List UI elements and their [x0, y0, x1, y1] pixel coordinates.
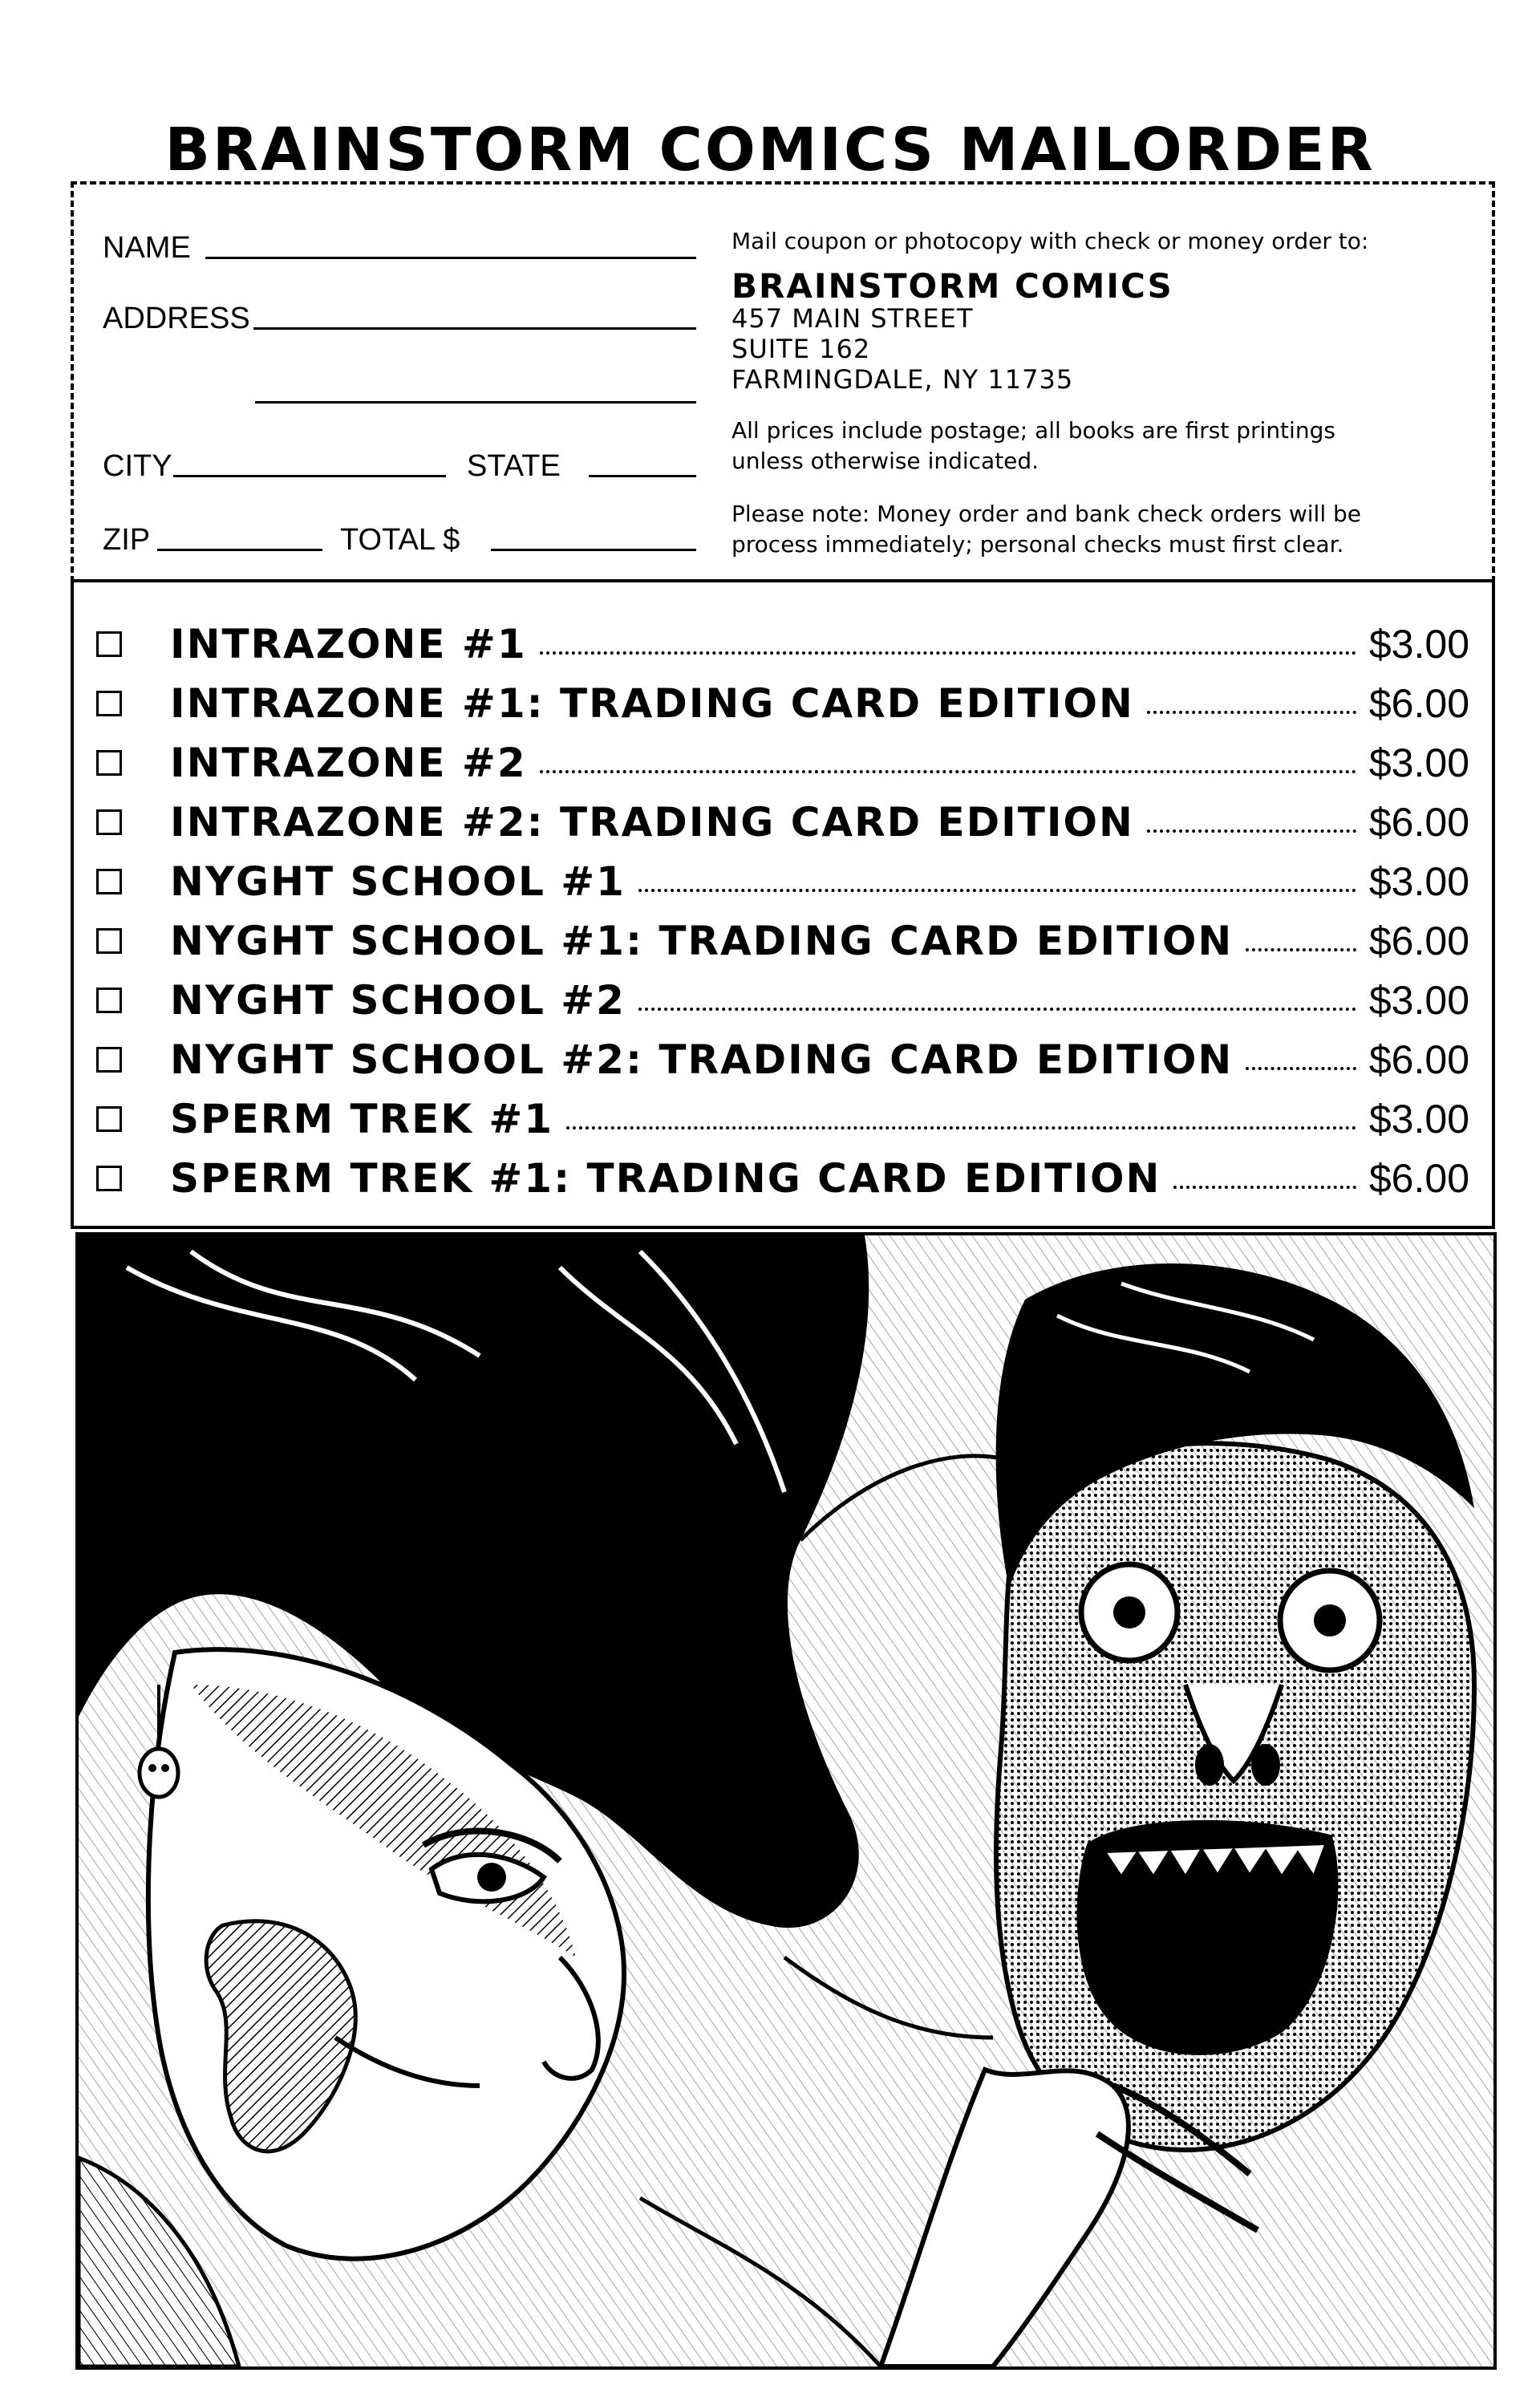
dot-leader	[566, 1126, 1356, 1130]
zip-label: ZIP	[103, 523, 151, 557]
address-street: 457 MAIN STREET	[732, 303, 974, 334]
order-item-title: INTRAZONE #2	[170, 740, 527, 786]
payment-note-line-2: process immediately; personal checks must first clear.	[732, 531, 1344, 558]
dot-leader	[1246, 1067, 1356, 1070]
order-item-title: NYGHT SCHOOL #1	[170, 858, 626, 905]
order-item-title: INTRAZONE #1: TRADING CARD EDITION	[170, 680, 1134, 727]
order-checkbox[interactable]	[96, 750, 122, 776]
dot-leader	[638, 889, 1356, 892]
dot-leader	[638, 1008, 1356, 1011]
order-item-price: $3.00	[1368, 859, 1469, 904]
order-item[interactable]	[96, 616, 1469, 672]
address-field-line-2[interactable]	[255, 401, 696, 404]
order-checkbox[interactable]	[96, 988, 122, 1013]
name-label: NAME	[103, 231, 191, 265]
address-label: ADDRESS	[103, 302, 250, 335]
total-label: TOTAL $	[340, 523, 460, 557]
order-checkbox[interactable]	[96, 631, 122, 657]
name-field[interactable]	[205, 257, 696, 259]
order-item[interactable]	[96, 735, 1469, 791]
city-label: CITY	[103, 449, 172, 483]
order-item-price: $6.00	[1368, 1037, 1469, 1082]
order-checkbox[interactable]	[96, 1047, 122, 1073]
prices-note-line-1: All prices include postage; all books are first printings	[732, 417, 1335, 444]
order-checkbox[interactable]	[96, 809, 122, 835]
address-suite: SUITE 162	[732, 334, 871, 364]
order-item-title: NYGHT SCHOOL #2	[170, 977, 626, 1024]
order-item[interactable]	[96, 854, 1469, 910]
order-checkbox[interactable]	[96, 691, 122, 716]
order-item-price: $3.00	[1368, 740, 1469, 785]
dot-leader	[540, 770, 1356, 773]
page-title: BRAINSTORM COMICS MAILORDER	[164, 116, 1376, 185]
order-item[interactable]	[96, 675, 1469, 732]
order-item[interactable]	[96, 794, 1469, 850]
dot-leader	[1147, 829, 1356, 833]
dot-leader	[1147, 711, 1356, 714]
order-item-price: $6.00	[1368, 800, 1469, 845]
prices-note-line-2: unless otherwise indicated.	[732, 448, 1040, 474]
order-item-price: $3.00	[1368, 1097, 1469, 1142]
order-item-title: INTRAZONE #1	[170, 621, 527, 667]
order-item-price: $6.00	[1368, 919, 1469, 963]
order-item-price: $6.00	[1368, 1156, 1469, 1201]
order-item[interactable]	[96, 1032, 1469, 1088]
order-checkbox[interactable]	[96, 1166, 122, 1191]
comic-artwork	[75, 1232, 1497, 2370]
order-item[interactable]	[96, 972, 1469, 1028]
dot-leader	[1173, 1186, 1356, 1189]
state-label: STATE	[467, 449, 561, 483]
order-item-title: SPERM TREK #1	[170, 1096, 554, 1142]
order-item-price: $3.00	[1368, 978, 1469, 1023]
address-city: FARMINGDALE, NY 11735	[732, 364, 1074, 395]
company-name: BRAINSTORM COMICS	[732, 266, 1173, 306]
order-item-title: NYGHT SCHOOL #1: TRADING CARD EDITION	[170, 918, 1234, 964]
order-item[interactable]	[96, 1150, 1469, 1207]
order-checkbox[interactable]	[96, 1106, 122, 1132]
order-item-title: INTRAZONE #2: TRADING CARD EDITION	[170, 799, 1134, 846]
mail-instructions: Mail coupon or photocopy with check or money order to:	[732, 228, 1369, 254]
state-field[interactable]	[589, 475, 696, 477]
comic-illustration	[79, 1235, 1493, 2367]
city-field[interactable]	[173, 475, 446, 477]
zip-field[interactable]	[157, 549, 322, 551]
dot-leader	[1246, 948, 1356, 951]
order-item-title: SPERM TREK #1: TRADING CARD EDITION	[170, 1155, 1161, 1202]
payment-note-line-1: Please note: Money order and bank check orders will be	[732, 501, 1362, 527]
order-item[interactable]	[96, 913, 1469, 969]
order-checkbox[interactable]	[96, 869, 122, 894]
total-field[interactable]	[491, 549, 696, 551]
order-item-title: NYGHT SCHOOL #2: TRADING CARD EDITION	[170, 1036, 1234, 1083]
order-item-price: $6.00	[1368, 681, 1469, 726]
order-item-price: $3.00	[1368, 622, 1469, 667]
order-checkbox[interactable]	[96, 928, 122, 954]
address-field[interactable]	[253, 327, 696, 330]
dot-leader	[540, 651, 1356, 655]
order-item[interactable]	[96, 1091, 1469, 1147]
